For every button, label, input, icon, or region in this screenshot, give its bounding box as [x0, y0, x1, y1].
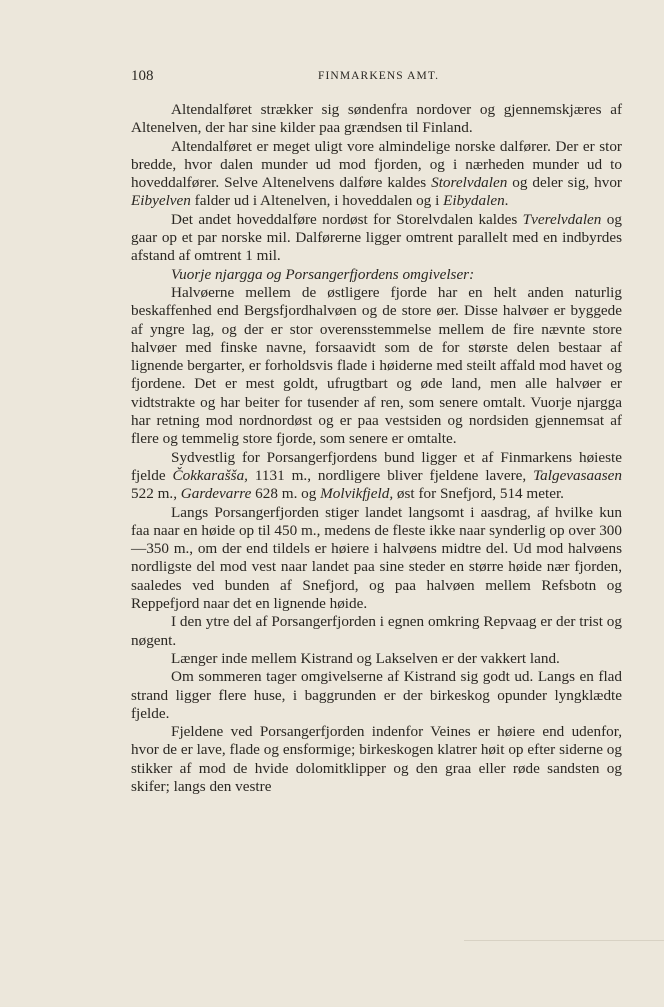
text-run: . [504, 192, 509, 210]
scan-edge-decoration [464, 940, 664, 1007]
place-name: Storelvdalen [431, 174, 508, 192]
paragraph [131, 449, 622, 504]
text-run: 628 m. og [251, 485, 321, 503]
paragraph: Længer inde mellem Kistrand og Lakselven er der vakkert land. [171, 649, 560, 667]
paragraph: Fjeldene ved Porsangerfjorden indenfor Veines er høiere end udenfor, hvor de er lave, flade og ensformige; birkeskogen klatrer høit op efter siderne og stikker af mod de hvide dolomitklipper og den graa eller røde sandsten og skifer; langs den vestre [131, 723, 622, 795]
paragraph: Halvøerne mellem de østligere fjorde har en helt anden naturlig beskaffenhed end Bergsfjordhalvøen og de store øer. Disse halvøer er byggede af yngre lag, og der er stor overensstemmelse mellem de fire nævnte store halvøer med finske navne, forsaavidt som de for største delen bestaar af lignende bergarter, er forholdsvis flade i høiderne med steilt affald mod havet og fjordene. Det er mest goldt, ufrugtbart og øde land, men alle halvøer er vidtstrakte og har beiter for tusender af ren, som senere omtalt. Vuorje njargga har retning mod nordnordøst og er paa vestsiden og nordsiden gjennemsat af flere og temmelig store fjorde, som senere er omtalte. [131, 283, 622, 448]
page-number: 108 [131, 68, 154, 84]
text-run: 1131 m., nordligere bliver fjeldene lavere, [247, 466, 534, 484]
paragraph: Altendalføret strækker sig søndenfra nordover og gjennemskjæres af Altenelven, der har sine kilder paa grændsen til Finland. [131, 101, 622, 137]
running-title: FINMARKENS AMT. [318, 70, 440, 82]
text-run: øst for Snefjord, 514 meter. [393, 485, 564, 503]
paragraph [131, 138, 622, 211]
place-name: Molvikfjeld, [320, 485, 394, 503]
paragraph: Langs Porsangerfjorden stiger landet langsomt i aasdrag, af hvilke kun faa naar en høide op til 450 m., medens de fleste ikke naar synderlig op over 300—350 m., om der end tildels er høiere i halvøens midtre del. Ud mod halvøens nordligste del mod vest naar landet paa sine steder en større høide nær fjorden, saaledes ved bunden af Snefjord, og paa halvøen mellem Refsbotn og Reppefjord naar det en lignende høide. [131, 503, 622, 613]
text-run: falder ud i Altenelven, i hoveddalen og i [190, 192, 444, 210]
paragraph: I den ytre del af Porsangerfjorden i egnen omkring Repvaag er der trist og nøgent. [131, 613, 622, 649]
page-header [131, 68, 622, 88]
paragraph [131, 211, 622, 266]
text-run: Det andet hoveddalføre nordøst for Storelvdalen kaldes [171, 210, 523, 228]
body-text [131, 101, 622, 796]
section-heading-text: Vuorje njargga og Porsangerfjordens omgivelser: [171, 265, 475, 283]
place-name: Čokkarašša, [172, 466, 248, 484]
place-name: Gardevarre [180, 485, 252, 503]
section-heading [131, 266, 622, 284]
paragraph: Om sommeren tager omgivelserne af Kistrand sig godt ud. Langs en flad strand ligger flere huse, i baggrunden er der birkeskog opunder lyngklædte fjelde. [131, 668, 622, 722]
text-run: 522 m., [131, 485, 181, 503]
text-run: Altendalføret er meget uligt vore almindelige norske dalfører. Der er stor bredde, hvor dalen munder ud mod fjorden, og i nærheden munder ud to hoveddalfører. Selve Altenelvens dalføre kaldes [131, 137, 622, 192]
text-run: og deler sig, hvor [507, 174, 622, 192]
place-name: Eibyelven [131, 192, 191, 210]
text-run: og gaar op et par norske mil. Dalførerne ligger omtrent parallelt med en indbyrdes afstand af omtrent 1 mil. [131, 210, 622, 265]
text-run: Sydvestlig for Porsangerfjordens bund ligger et af Finmarkens høieste fjelde [131, 448, 622, 484]
place-name: Eibydalen [443, 192, 505, 210]
place-name: Talgevasaasen [533, 466, 622, 484]
place-name: Tverelvdalen [522, 210, 602, 228]
